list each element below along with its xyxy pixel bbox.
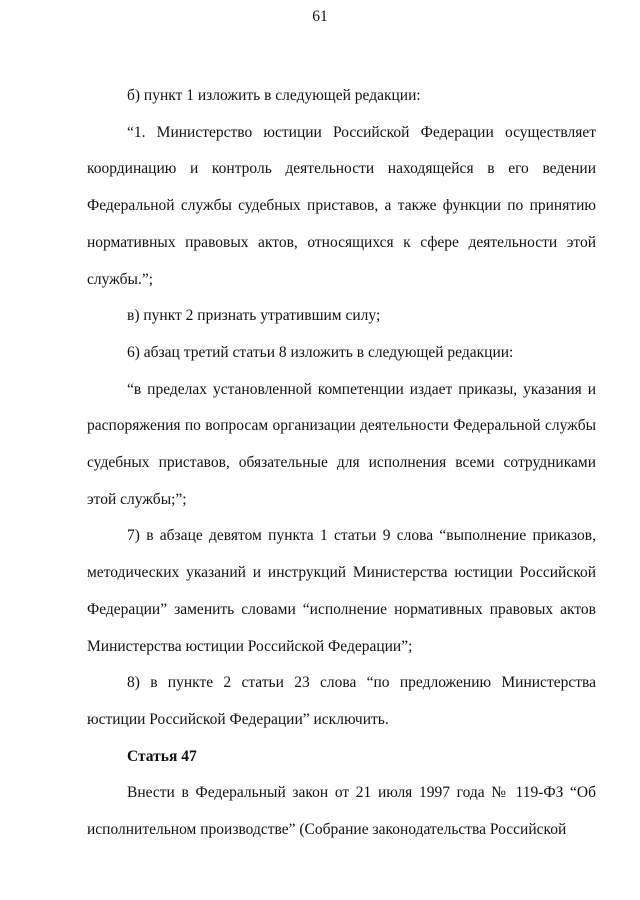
paragraph-article-8-quote: “в пределах установленной компетенции издает приказы, указания и распоряжения по вопросам организации деятельности Федеральной службы судебных приставов, обязательные для исполнения всеми сотрудниками этой службы;”; <box>87 380 596 508</box>
page-number: 61 <box>312 8 328 25</box>
paragraph-6-article-8: 6) абзац третий статьи 8 изложить в следующей редакции: <box>127 343 514 361</box>
paragraph-8-article-23: 8) в пункте 2 статьи 23 слова “по предложению Министерства юстиции Российской Федерации” исключить. <box>87 674 596 728</box>
article-text: Внести в Федеральный закон от 21 июля 1997 года № 119-ФЗ “Об исполнительном производстве” (Собрание законодательства Российской <box>87 784 596 839</box>
paragraph-item-1-quote: “1. Министерство юстиции Российской Федерации осуществляет координацию и контроль деятельности находящейся в его ведении Федеральной службы судебных приставов, а также функции по принятию нормативных правовых актов, относящихся к сфере деятельности этой службы.”; <box>87 123 596 288</box>
paragraph-v-item-2: в) пункт 2 признать утратившим силу; <box>127 307 381 325</box>
document-body <box>87 78 596 849</box>
paragraph-b-item-1: б) пункт 1 изложить в следующей редакции: <box>127 87 421 104</box>
article-heading: Статья 47 <box>127 747 197 765</box>
paragraph-7-article-9: 7) в абзаце девятом пункта 1 статьи 9 слова “выполнение приказов, методических указаний и инструкций Министерства юстиции Российской Федерации” заменить словами “исполнение нормативных правовых актов Министерства юстиции Российской Федерации”; <box>87 527 596 655</box>
